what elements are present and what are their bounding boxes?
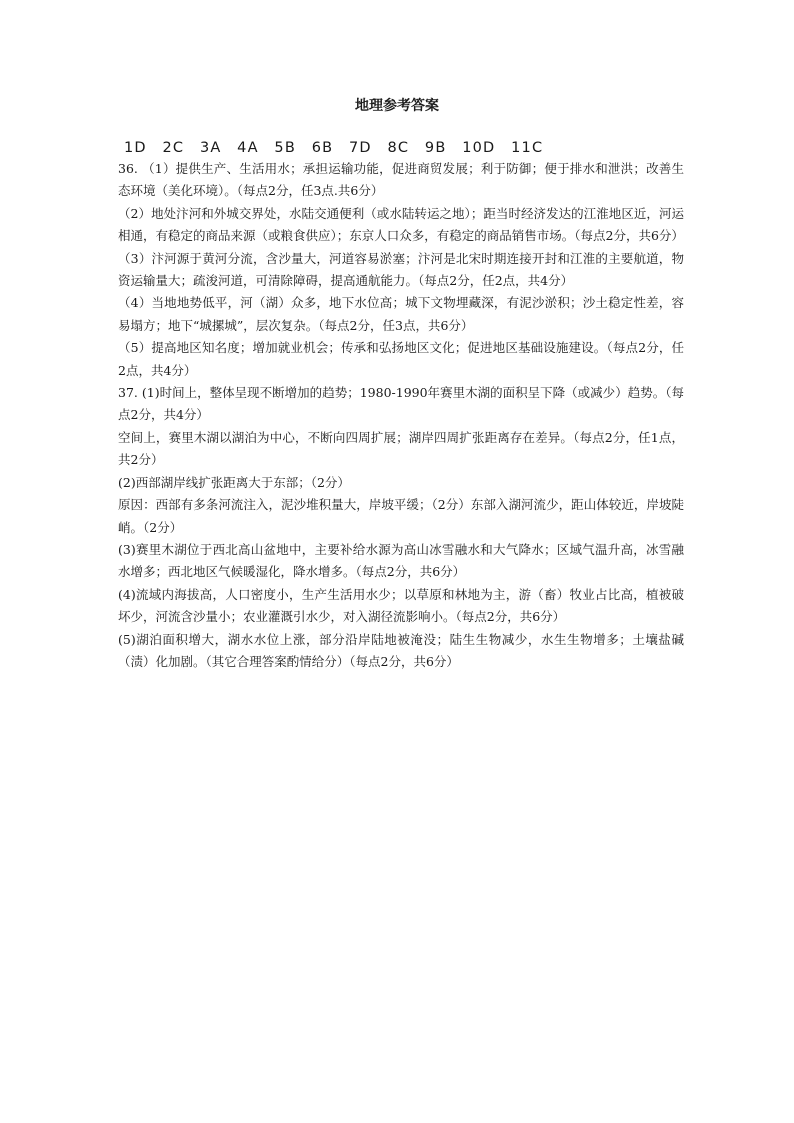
answer-36-4: （4）当地地势低平，河（湖）众多，地下水位高；城下文物埋藏深，有泥沙淤积；沙土稳定性差，容易塌方；地下“城摞城”，层次复杂。（每点2分，任3点，共6分） bbox=[118, 295, 684, 333]
answer-37-5: (5)湖泊面积增大，湖水水位上涨，部分沿岸陆地被淹没；陆生生物减少，水生生物增多；土壤盐碱（渍）化加剧。（其它合理答案酌情给分）（每点2分，共6分） bbox=[118, 631, 684, 669]
answer-37-4: (4)流域内海拔高，人口密度小，生产生活用水少；以草原和林地为主，游（畜）牧业占比高，植被破坏少，河流含沙量小；农业灌溉引水少，对入湖径流影响小。（每点2分，共6分） bbox=[118, 586, 684, 625]
answer-37-3: (3)赛里木湖位于西北高山盆地中，主要补给水源为高山冰雪融水和大气降水；区域气温升高，冰雪融水增多；西北地区气候暖湿化，降水增多。（每点2分，共6分） bbox=[118, 541, 684, 580]
answer-36-1: 36. （1）提供生产、生活用水；承担运输功能，促进商贸发展；利于防御；便于排水和泄洪；改善生态环境（美化环境）。（每点2分，任3点.共6分） bbox=[118, 161, 684, 199]
answer-37-1-space: 空间上，赛里木湖以湖泊为中心，不断向四周扩展；湖岸四周扩张距离存在差异。（每点2分，任1点，共2分） bbox=[118, 429, 684, 468]
answer-37-2-reason: 原因：西部有多条河流注入，泥沙堆积量大，岸坡平缓；（2分）东部入湖河流少，距山体较近，岸坡陡峭。（2分） bbox=[118, 497, 684, 535]
choice-answers-line: 1D 2C 3A 4A 5B 6B 7D 8C 9B 10D 11C bbox=[124, 140, 544, 156]
page-title: 地理参考答案 bbox=[355, 98, 439, 114]
answer-body bbox=[118, 158, 684, 673]
answer-37-2: (2)西部湖岸线扩张距离大于东部；（2分） bbox=[118, 474, 350, 490]
answer-36-5: （5）提高地区知名度；增加就业机会；传承和弘扬地区文化；促进地区基础设施建设。（每点2分，任2点，共4分） bbox=[118, 340, 684, 378]
answer-37-1-time: 37. (1)时间上，整体呈现不断增加的趋势；1980-1990年赛里木湖的面积呈下降（或减少）趋势。（每点2分，共4分） bbox=[118, 385, 684, 423]
answer-36-3: （3）汴河源于黄河分流，含沙量大，河道容易淤塞；汴河是北宋时期连接开封和江淮的主要航道，物资运输量大；疏浚河道，可清除障碍，提高通航能力。（每点2分，任2点，共4分） bbox=[118, 250, 684, 289]
answer-36-2: （2）地处汴河和外城交界处，水陆交通便利（或水陆转运之地）；距当时经济发达的江淮地区近，河运相通，有稳定的商品来源（或粮食供应）；东京人口众多，有稳定的商品销售市场。（每点2分，共6分） bbox=[118, 205, 684, 244]
